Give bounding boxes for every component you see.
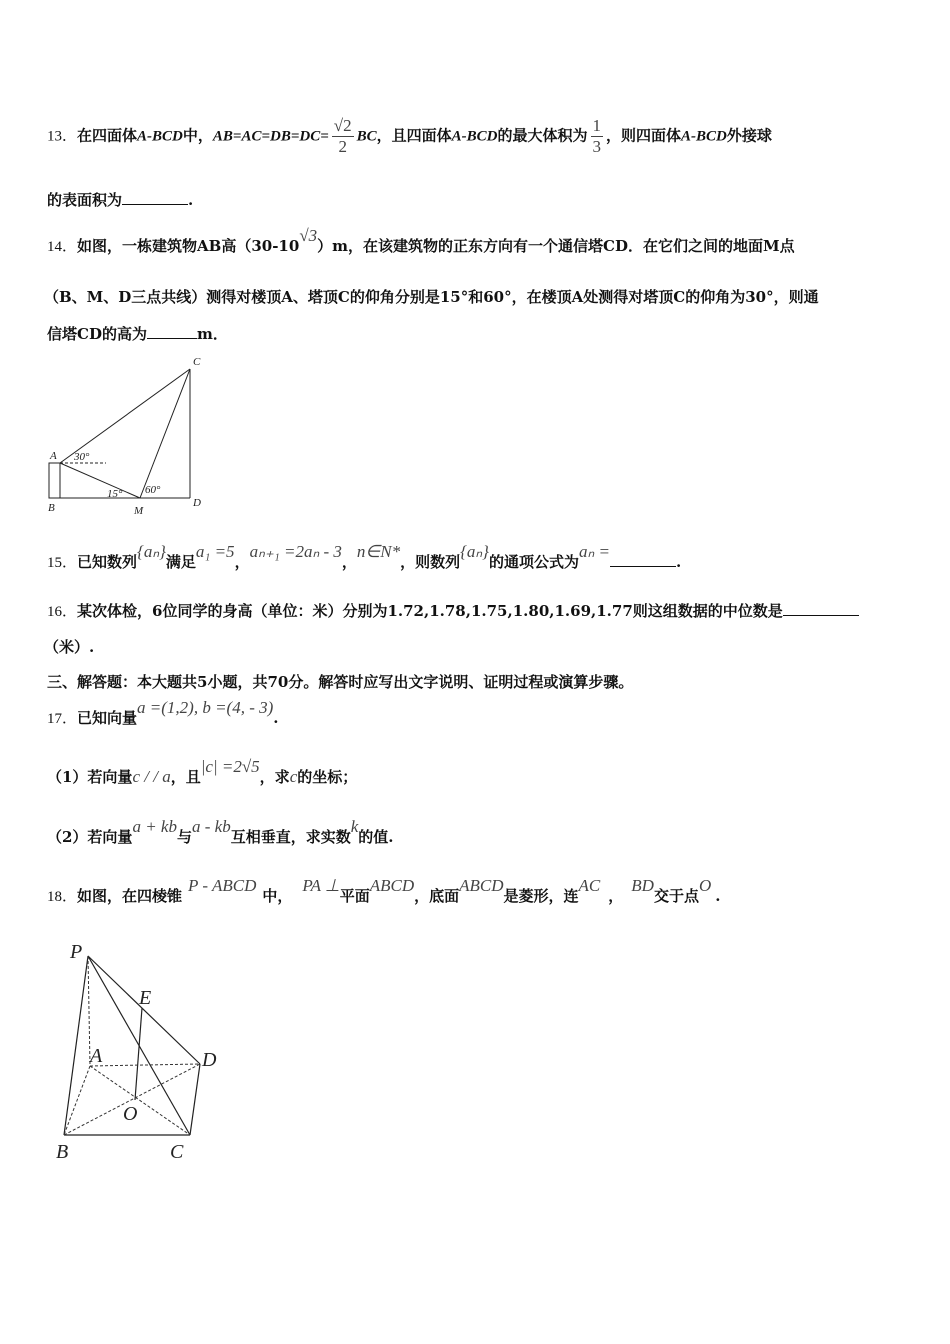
text: ，且	[170, 768, 201, 786]
text: 与	[176, 828, 192, 846]
question-number: 18．	[47, 889, 78, 905]
math: a₁ =5	[195, 542, 235, 561]
text: .	[715, 887, 721, 905]
label-b: B	[48, 502, 55, 514]
question-number: 17．	[47, 711, 78, 727]
edge-ad	[90, 1064, 200, 1066]
question-number: 14．	[47, 239, 78, 255]
text: 的最大体积为	[497, 126, 588, 145]
math: AB=AC=DB=DC=	[212, 128, 329, 145]
text: ，	[234, 553, 250, 571]
math: aₙ₊₁ =2aₙ - 3	[249, 542, 342, 561]
math: |c| =2√5	[200, 757, 260, 776]
math: ABCD	[459, 876, 504, 895]
math: a - kb	[192, 817, 231, 836]
text: ，求	[259, 768, 290, 786]
text: 的坐标；	[297, 768, 358, 786]
text: 某次体检，6位同学的身高（单位：米）分别为1.72,1.78,1.75,1.80,1.69,1.77则这组数据的中位数是	[77, 602, 783, 620]
math: A-BCD	[451, 128, 498, 145]
question-14-line-2: （B、M、D三点共线）测得对楼顶A、塔顶C的仰角分别是15°和60°，在楼顶A处测得对塔顶C的仰角为30°，则通	[44, 288, 819, 306]
denominator: 3	[592, 137, 602, 156]
text: 是菱形，连	[503, 887, 579, 905]
edge-pb	[64, 956, 88, 1135]
text: ，	[608, 887, 624, 905]
math: ABCD	[369, 876, 415, 895]
angle-15: 15°	[107, 488, 123, 500]
section-3-heading: 三、解答题：本大题共5小题，共70分。解答时应写出文字说明、证明过程或演算步骤。	[47, 673, 634, 691]
question-16-line-1	[47, 601, 859, 622]
angle-30: 30°	[74, 451, 90, 463]
text: ，且四面体	[376, 126, 452, 145]
math: BD	[631, 876, 654, 895]
text: ，则四面体	[606, 126, 682, 145]
text: 如图，在四棱锥	[77, 887, 183, 905]
label-c: C	[170, 1141, 184, 1163]
text: 信塔CD的高为	[47, 325, 147, 343]
question-15	[47, 542, 682, 573]
text: ）m，在该建筑物的正东方向有一个通信塔CD．在它们之间的地面M点	[317, 237, 795, 255]
answer-blank[interactable]	[610, 552, 676, 567]
question-17-part-1	[47, 757, 358, 787]
math: P - ABCD	[188, 876, 257, 895]
text: ，则数列	[400, 553, 461, 571]
label-b: B	[56, 1141, 69, 1163]
math: O	[698, 876, 712, 895]
math: BC	[356, 128, 377, 145]
text: 中，	[182, 126, 213, 145]
math: n∈N*	[356, 542, 401, 561]
text: 在四面体	[77, 126, 138, 145]
label-o: O	[123, 1103, 138, 1125]
text: 的值.	[358, 828, 394, 846]
text: 如图，一栋建筑物AB高（30-10	[77, 237, 300, 255]
label-d: D	[193, 497, 201, 509]
math: c	[289, 767, 298, 786]
answer-blank[interactable]	[783, 601, 859, 616]
text: ，	[341, 553, 357, 571]
question-17-part-2	[47, 817, 394, 847]
math: A-BCD	[137, 128, 183, 145]
math: {aₙ}	[137, 542, 166, 561]
numerator: √2	[333, 116, 352, 135]
label-e: E	[139, 987, 152, 1009]
label-a: A	[50, 450, 57, 462]
question-number: 16．	[47, 604, 78, 620]
question-18	[47, 876, 721, 907]
building-ab	[49, 463, 60, 498]
text: 的通项公式为	[488, 553, 579, 571]
line-ac	[60, 369, 190, 463]
text: 外接球	[726, 126, 772, 145]
edge-cd	[190, 1064, 200, 1135]
text: 平面	[339, 887, 370, 905]
text: 满足	[165, 553, 196, 571]
line-am	[60, 463, 140, 498]
math: a =(1,2), b =(4, - 3)	[137, 698, 274, 717]
text: m．	[196, 325, 228, 343]
text: （2）若向量	[47, 828, 133, 846]
text: 交于点	[653, 887, 699, 905]
edge-ab	[64, 1066, 90, 1135]
label-a: A	[90, 1045, 103, 1067]
math: AC	[578, 876, 601, 895]
diagonal-ac	[90, 1066, 190, 1135]
text: 已知数列	[77, 553, 138, 571]
question-number: 13．	[47, 128, 78, 145]
math: aₙ =	[578, 542, 610, 561]
math: PA ⊥	[302, 876, 340, 895]
text: 已知向量	[77, 709, 138, 727]
math: {aₙ}	[460, 542, 489, 561]
text: 的表面积为	[47, 191, 123, 209]
angle-60: 60°	[145, 484, 161, 496]
label-c: C	[193, 356, 201, 368]
edge-pd	[88, 956, 200, 1064]
math: k	[350, 817, 359, 836]
numerator: 1	[592, 116, 602, 135]
label-d: D	[202, 1049, 217, 1071]
text: .	[188, 191, 194, 209]
math: A-BCD	[681, 128, 727, 145]
text: （1）若向量	[47, 768, 133, 786]
math-sqrt3: √3	[299, 226, 318, 245]
text: .	[273, 709, 279, 727]
math: a + kb	[132, 817, 177, 836]
question-number: 15．	[47, 555, 78, 571]
denominator: 2	[338, 137, 347, 156]
math: c / / a	[132, 767, 171, 786]
segment-eo	[135, 1008, 142, 1100]
line-mc	[140, 369, 190, 498]
text: 中，	[262, 887, 293, 905]
label-p: P	[70, 941, 83, 963]
label-m: M	[134, 505, 144, 517]
question-16-line-2: （米）.	[44, 638, 95, 656]
text: .	[675, 553, 682, 571]
text: 互相垂直，求实数	[230, 828, 351, 846]
text: ，底面	[414, 887, 460, 905]
question-17	[47, 698, 279, 729]
